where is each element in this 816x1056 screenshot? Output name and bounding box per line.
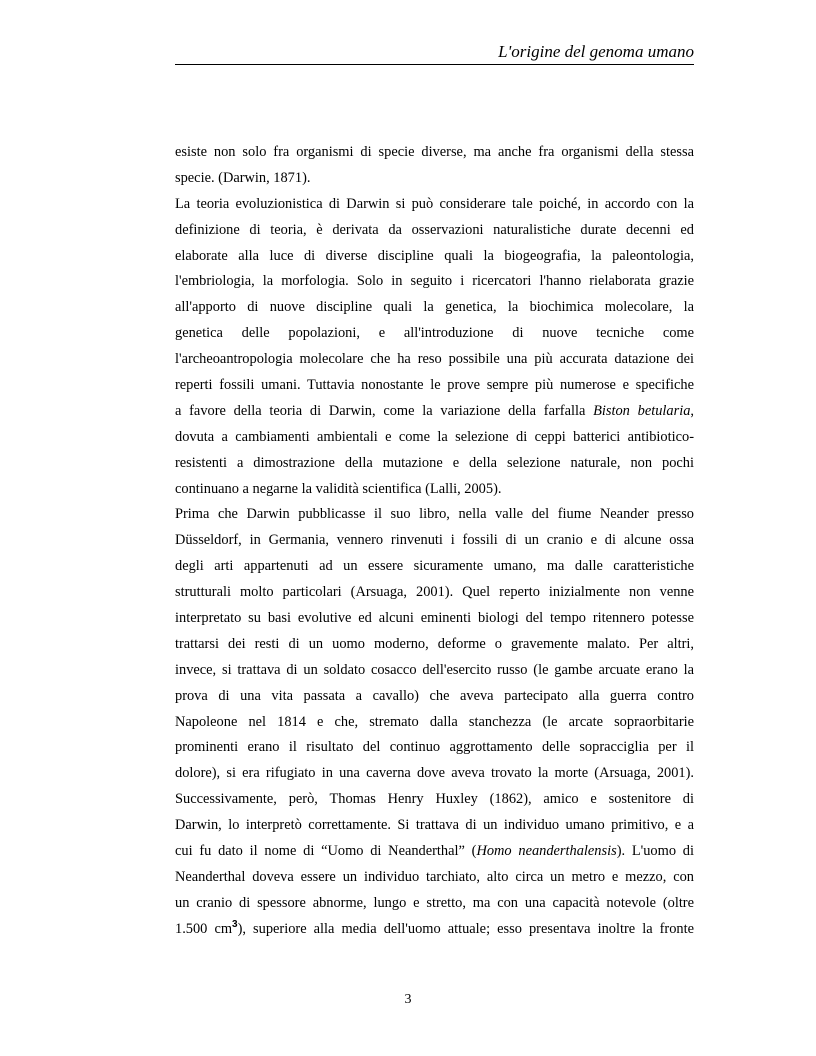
paragraph-2: [175, 192, 694, 503]
text-line: La teoria evoluzionistica di Darwin si può considerare tale poiché, in accordo con la: [175, 195, 694, 212]
text-line: specie. (Darwin, 1871).: [175, 169, 311, 186]
text-line: all'apporto di nuove discipline quali la genetica, la biochimica molecolare, la: [175, 299, 694, 316]
page-number: 3: [404, 992, 412, 1007]
text-line: degli arti appartenuti ad un essere sicuramente umano, ma dalle caratteristiche: [175, 558, 694, 575]
species-name-italic: Biston betularia: [593, 402, 691, 419]
text-line: prova di una vita passata a cavallo) che aveva partecipato alla guerra contro: [175, 687, 694, 704]
text-line: esiste non solo fra organismi di specie diverse, ma anche fra organismi della stessa: [175, 144, 694, 160]
superscript: 3: [232, 918, 238, 930]
text-line: [175, 399, 694, 425]
running-header: [175, 40, 694, 65]
text-segment: cui fu dato il nome di “Uomo di Neanderthal” (: [175, 843, 477, 860]
text-segment: ), superiore alla media dell'uomo attuale; esso presentava inoltre la fronte: [237, 920, 695, 937]
text-line: un cranio di spessore abnorme, lungo e stretto, ma con una capacità notevole (oltre: [175, 894, 694, 911]
body-text: [175, 140, 694, 943]
text-line: Napoleone nel 1814 e che, stremato dalla stanchezza (le arcate sopraorbitarie: [175, 713, 694, 730]
text-line: prominenti erano il risultato del continuo aggrottamento delle sopracciglia per il: [175, 739, 694, 756]
text-line: genetica delle popolazioni, e all'introduzione di nuove tecniche come: [175, 325, 694, 342]
header-title: L'origine del genoma umano: [498, 42, 694, 61]
text-line: definizione di teoria, è derivata da osservazioni naturalistiche durate decenni ed: [175, 221, 694, 238]
text-line: Darwin, lo interpretò correttamente. Si trattava di un individuo umano primitivo, e a: [175, 817, 694, 834]
text-line: dolore), si era rifugiato in una caverna dove aveva trovato la morte (Arsuaga, 2001).: [175, 765, 694, 782]
text-segment: ). L'uomo di: [616, 843, 694, 860]
text-line: Prima che Darwin pubblicasse il suo libro, nella valle del fiume Neander presso: [175, 506, 694, 523]
text-line: dovuta a cambiamenti ambientali e come la selezione di ceppi batterici antibiotico-: [175, 428, 694, 445]
text-line: reperti fossili umani. Tuttavia nonostante le prove sempre più numerose e specifiche: [175, 377, 694, 394]
text-line: l'embriologia, la morfologia. Solo in seguito i ricercatori l'hanno rielaborata grazie: [175, 273, 694, 290]
text-line: Neanderthal doveva essere un individuo tarchiato, alto circa un metro e mezzo, con: [175, 868, 694, 885]
text-line: l'archeoantropologia molecolare che ha reso possibile una più accurata datazione dei: [175, 351, 694, 368]
text-line: continuano a negarne la validità scientifica (Lalli, 2005).: [175, 480, 502, 497]
text-line: strutturali molto particolari (Arsuaga, 2001). Quel reperto inizialmente non venne: [175, 584, 694, 601]
paragraph-3: [175, 502, 694, 942]
text-line: [175, 917, 694, 943]
text-line: invece, si trattava di un soldato cosacco dell'esercito russo (le gambe arcuate erano la: [175, 661, 694, 678]
text-segment: a favore della teoria di Darwin, come la variazione della farfalla: [175, 402, 594, 419]
text-line: resistenti a dimostrazione della mutazione e della selezione naturale, non pochi: [175, 454, 694, 471]
text-line: Successivamente, però, Thomas Henry Huxley (1862), amico e sostenitore di: [175, 791, 694, 808]
text-line: [175, 839, 694, 865]
species-name-italic: Homo neanderthalensis: [476, 843, 617, 860]
paragraph-1: [175, 140, 694, 192]
text-segment: ,: [690, 402, 694, 419]
text-line: interpretato su basi evolutive ed alcuni eminenti biologi del tempo ritennero potesse: [175, 610, 694, 627]
text-line: trattarsi dei resti di un uomo moderno, deforme o gravemente malato. Per altri,: [175, 635, 694, 652]
text-segment: 1.500 cm: [175, 920, 233, 937]
text-line: elaborate alla luce di diverse discipline quali la biogeografia, la paleontologia,: [175, 247, 694, 264]
text-line: Düsseldorf, in Germania, vennero rinvenuti i fossili di un cranio e di alcune ossa: [175, 532, 694, 549]
